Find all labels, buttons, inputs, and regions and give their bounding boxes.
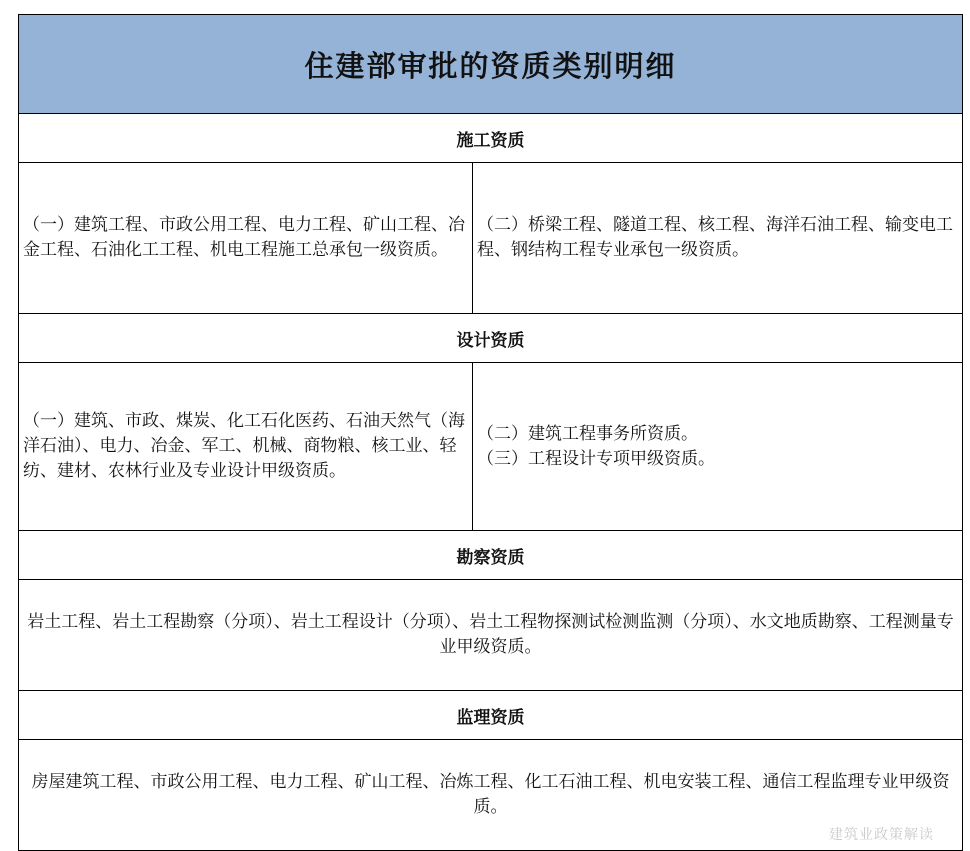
- qualification-table: [18, 14, 963, 851]
- design-cell-left: （一）建筑、市政、煤炭、化工石化医药、石油天然气（海洋石油）、电力、冶金、军工、机械、商物粮、核工业、轻纺、建材、农林行业及专业设计甲级资质。: [19, 363, 473, 531]
- design-line-special: （三）工程设计专项甲级资质。: [477, 448, 715, 469]
- title-row: [19, 15, 963, 114]
- section-content-row: [19, 580, 963, 691]
- section-content-row: [19, 740, 963, 851]
- section-heading-row: [19, 691, 963, 740]
- survey-cell: 岩土工程、岩土工程勘察（分项）、岩土工程设计（分项）、岩土工程物探测试检测监测（分项）、水文地质勘察、工程测量专业甲级资质。: [19, 580, 963, 691]
- section-heading-design: 设计资质: [19, 314, 963, 363]
- table-title: 住建部审批的资质类别明细: [19, 15, 963, 114]
- section-heading-construction: 施工资质: [19, 114, 963, 163]
- construction-cell-left: （一）建筑工程、市政公用工程、电力工程、矿山工程、冶金工程、石油化工工程、机电工程施工总承包一级资质。: [19, 163, 473, 314]
- design-line-firm: （二）建筑工程事务所资质。: [477, 423, 698, 444]
- construction-cell-right: （二）桥梁工程、隧道工程、核工程、海洋石油工程、输变电工程、钢结构工程专业承包一级资质。: [473, 163, 963, 314]
- supervision-cell: 房屋建筑工程、市政公用工程、电力工程、矿山工程、冶炼工程、化工石油工程、机电安装工程、通信工程监理专业甲级资质。: [19, 740, 963, 851]
- section-heading-row: [19, 531, 963, 580]
- watermark-text: 建筑业政策解读: [829, 827, 934, 843]
- section-heading-survey: 勘察资质: [19, 531, 963, 580]
- section-heading-row: [19, 114, 963, 163]
- section-content-row: [19, 363, 963, 531]
- section-heading-supervision: 监理资质: [19, 691, 963, 740]
- section-heading-row: [19, 314, 963, 363]
- design-cell-right: [473, 363, 963, 531]
- section-content-row: [19, 163, 963, 314]
